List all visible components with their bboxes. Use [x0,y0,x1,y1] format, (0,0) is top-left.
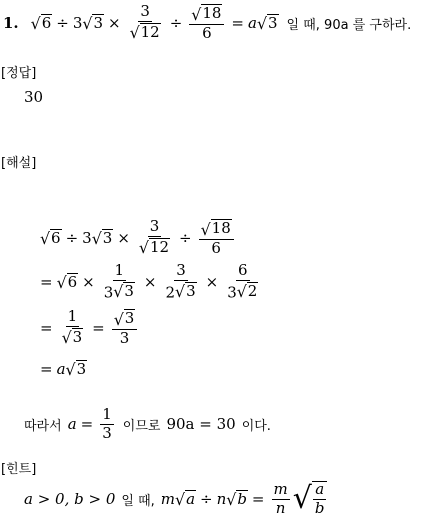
hint-condition: a > 0, b > 0 [24,490,116,508]
hint-formula: a > 0, b > 0 일 때, m √ a ÷ n √ b = $\frac{m}{n}$ √ $\frac{a}{b}$ [24,478,327,520]
solution-step-2: = √ 6 × 1 3 √ 3 × 3 2 √ 3 × 6 3 √ 2 [40,261,258,302]
problem-number: 1. [3,14,19,32]
answer-header: [정답] [1,66,37,81]
problem-line [3,4,411,42]
solution-step-1: √ 6 ÷ 3 √ 3 × 3 √ 12 ÷ √ 18 6 [40,218,237,258]
answer-value: 30 [24,88,44,106]
problem-question-text: 일 때, 90a 를 구하라. [286,17,412,33]
hint-header: [힌트] [1,462,37,477]
conclusion-value: 90a = 30 [166,415,236,433]
hint-condition-suffix: 일 때, [121,493,155,509]
conclusion-suffix: 이다. [241,418,271,434]
solution-header: [해설] [1,156,37,171]
problem-expression: √ 6 ÷ 3 √ 3 × 3 √ 12 ÷ √ 18 6 = a √ 3 [30,2,278,43]
solution-step-4: = a √ 3 [40,359,87,380]
conclusion-mid: 이므로 [122,418,161,434]
solution-conclusion: 따라서 a = $\frac{1}{3}$ 이므로 90a = 30 이다. [24,404,271,442]
solution-step-3: = 1 √ 3 = √ 3 3 [40,308,140,348]
conclusion-prefix: 따라서 [24,418,62,434]
